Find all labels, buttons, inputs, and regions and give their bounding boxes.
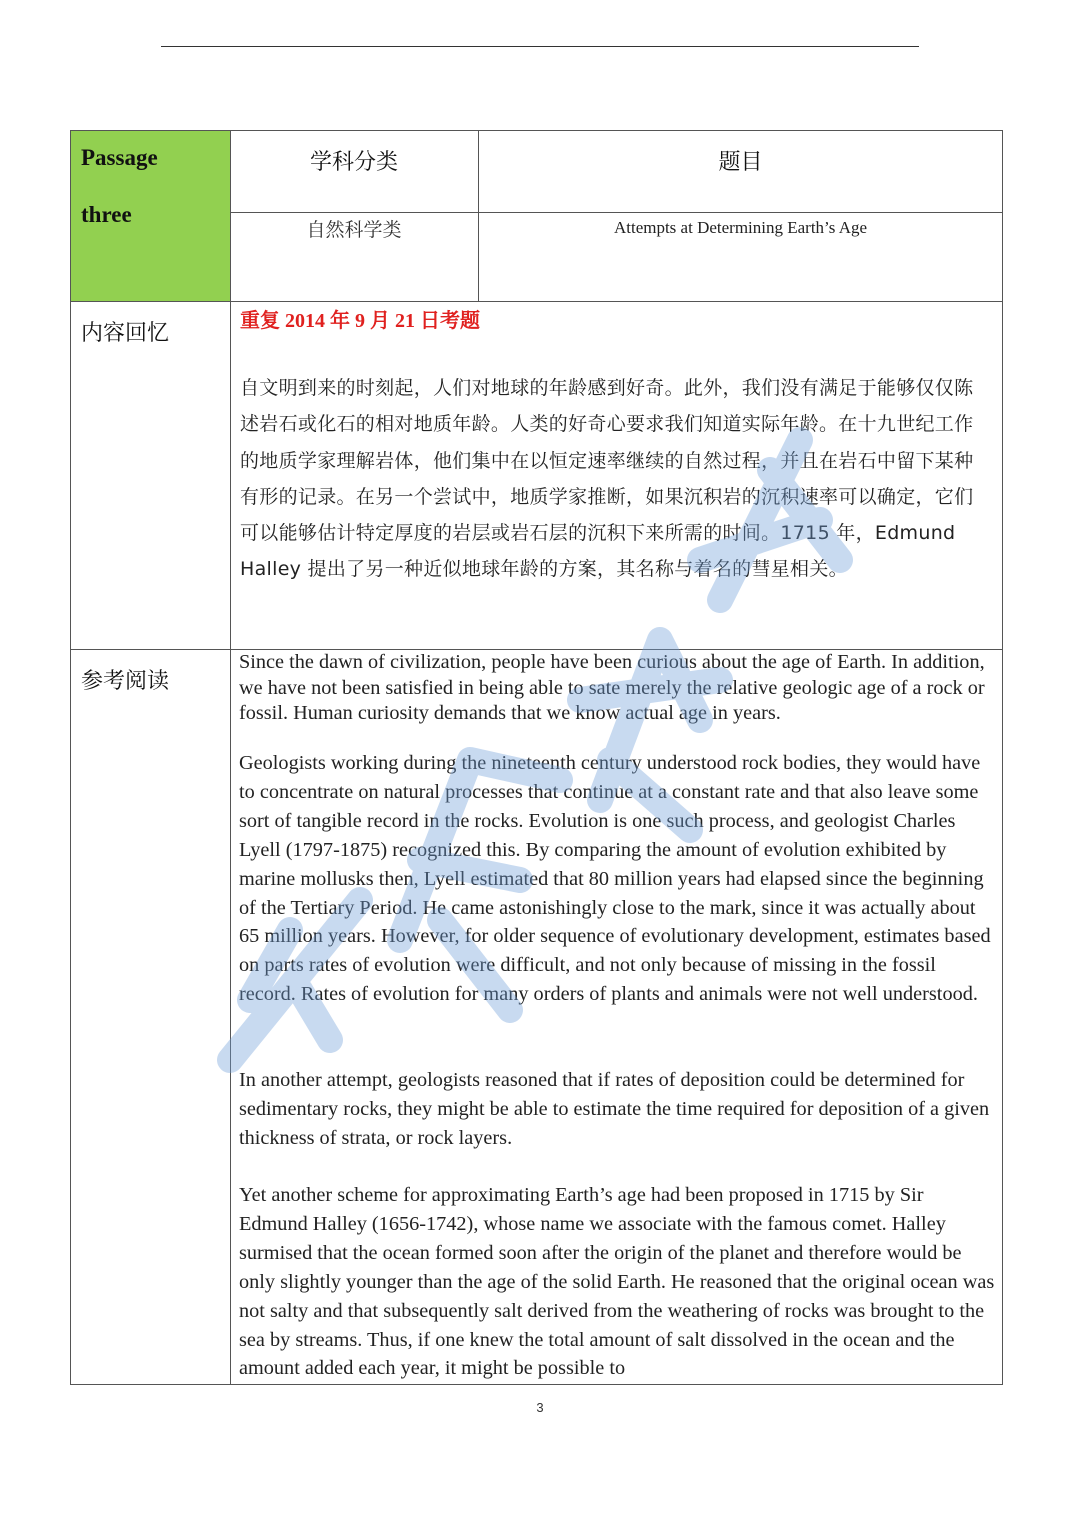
reference-paragraph: Geologists working during the nineteenth century understood rock bodies, they would have to concentrate on natural processes that continue at a constant rate and that also leave some sort of tangible record in the rocks. Evolution is one such process, and geologist Charles Lyell (1797-1875) recognized this. By comparing the amount of evolution exhibited by marine mollusks then, Lyell estimated that 80 million years had elapsed since the beginning of the Tertiary Period. He came astonishingly close to the mark, since it was actually about 65 million years. However, for older sequence of evolutionary development, estimates based on parts rates of evolution were difficult, and not only because of missing in the fossil record. Rates of evolution for many orders of plants and animals were not well understood. [239, 752, 991, 1006]
chinese-summary: 自文明到来的时刻起，人们对地球的年龄感到好奇。此外，我们没有满足于能够仅仅陈述岩石或化石的相对地质年龄。人类的好奇心要求我们知道实际年龄。在十九世纪工作的地质学家理解岩体，他们集中在以恒定速率继续的自然过程，并且在岩石中留下某种有形的记录。在另一个尝试中，地质学家推断，如果沉积岩的沉积速率可以确定，它们可以能够估计特定厚度的岩层或岩石层的沉积下来所需的时间。1715 年，Edmund Halley 提出了另一种近似地球年龄的方案，其名称与着名的彗星相关。 [240, 377, 974, 581]
table-rule [230, 130, 231, 1385]
title-header: 题目 [718, 150, 763, 175]
reference-paragraph: Yet another scheme for approximating Earth’s age had been proposed in 1715 by Sir Edmund Halley (1656-1742), whose name we associate with the famous comet. Halley surmised that the ocean formed soon after the origin of the planet and therefore would be only slightly younger than the age of the solid Earth. He reasoned that the original ocean was not salty and that subsequently salt derived from the weathering of rocks was brought to the sea by streams. Thus, if one knew the total amount of salt dissolved in the ocean and the amount added each year, it might be possible to [239, 1184, 995, 1380]
title-value: Attempts at Determining Earth’s Age [613, 218, 868, 237]
page-number: 3 [536, 1400, 544, 1415]
table-border-bottom [70, 1384, 1003, 1385]
table-rule [230, 212, 1003, 213]
reference-paragraph: In another attempt, geologists reasoned that if rates of deposition could be determined for sedimentary rocks, they might be able to estimate the time required for deposition of a given thickness of strata, or rock layers. [239, 1069, 990, 1149]
passage-cell [70, 130, 230, 301]
table-border-top [70, 130, 1003, 131]
passage-label: Passage [81, 145, 158, 170]
recall-label: 内容回忆 [81, 321, 170, 346]
header-rule [161, 46, 919, 47]
table-rule [478, 130, 479, 301]
subject-header: 学科分类 [309, 150, 398, 175]
table-border-left [70, 130, 71, 1385]
table-border-right [1002, 130, 1003, 1385]
passage-number: three [81, 202, 132, 227]
passage-table [70, 130, 1003, 1385]
table-rule [70, 301, 1003, 302]
reference-paragraph: Since the dawn of civilization, people have been curious about the age of Earth. In addition, we have not been satisfied in being able to sate merely the relative geologic age of a rock or fossil. Human curiosity demands that we know actual age in years. [239, 651, 985, 724]
repeat-exam-note: 重复 2014 年 9 月 21 日考题 [240, 310, 480, 332]
subject-value: 自然科学类 [306, 219, 402, 241]
reference-label: 参考阅读 [81, 669, 170, 694]
